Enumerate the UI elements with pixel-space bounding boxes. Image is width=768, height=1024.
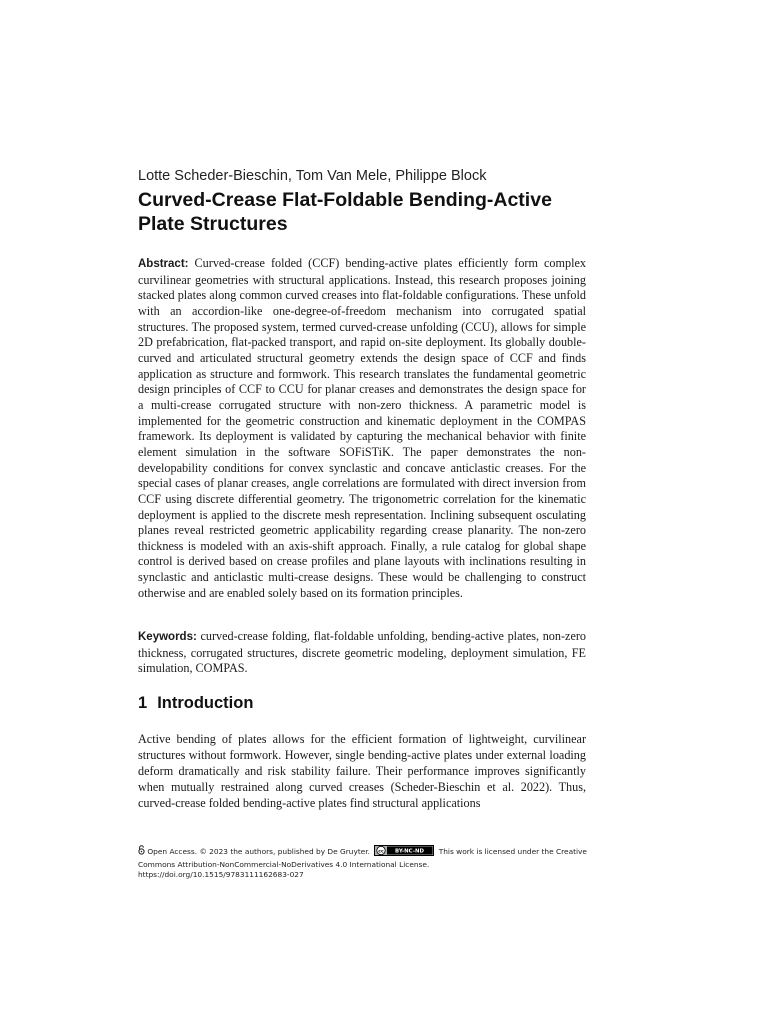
paper-title: Curved-Crease Flat-Foldable Bending-Active Plate Structures — [138, 189, 552, 235]
cc-badge-label: BY-NC-ND — [395, 848, 425, 855]
author-list: Lotte Scheder-Bieschin, Tom Van Mele, Philippe Block — [138, 168, 487, 184]
keywords-text: curved-crease folding, flat-foldable unfolding, bending-active plates, non-zero thickness, corrugated structures, discrete geometric modeling, deployment simulation, FE simulation, COMPAS. — [138, 629, 587, 676]
open-access-text: Open Access. © 2023 the authors, published by De Gruyter. — [147, 847, 371, 856]
svg-text:cc: cc — [378, 849, 385, 855]
section-heading — [138, 694, 586, 713]
open-access-icon — [138, 845, 145, 859]
abstract — [138, 256, 586, 601]
keywords — [138, 629, 586, 677]
cc-license-badge[interactable] — [374, 845, 434, 860]
section-title: Introduction — [157, 694, 254, 712]
footer — [138, 845, 590, 881]
license-text: This work is licensed under the Creative Commons Attribution-NonCommercial-NoDerivatives 4.0 International License. — [138, 847, 587, 869]
section-number: 1 — [138, 694, 148, 712]
abstract-text: Curved-crease folded (CCF) bending-active plates efficiently form complex curvilinear geometries with structural applications. Instead, this research proposes joining stacked plates along common curved creases into flat-foldable configurations. These unfold with an accordion-like one-degree-of-freedom mechanism into corrugated spatial structures. The proposed system, termed curved-crease unfolding (CCU), allows for simple 2D prefabrication, flat-packed transport, and rapid on-site deployment. Its globally double-curved and articulated structural geometry extends the design space of CCF and finds application as structure and formwork. This research translates the fundamental geometric design principles of CCF to CCU for planar creases and demonstrates the design space for a multi-crease corrugated structure with non-zero thickness. A parametric model is implemented for the geometric construction and kinematic deployment in the COMPAS framework. Its deployment is validated by capturing the mechanical behavior with finite element simulation in the software SOFiSTiK. The paper demonstrates the non-developability conditions for convex synclastic and concave anticlastic creases. For the special cases of planar creases, angle correlations are formulated with direct inversion from CCF using discrete differential geometry. The trigonometric correlation for the kinematic deployment is applied to the discrete mesh representation. Inclining subsequent osculating planes reveal restricted geometric applicability regarding crease planarity. The non-zero thickness is modeled with an axis-shift approach. Finally, a rule catalog for global shape control is derived based on crease profiles and plane layouts with inclinations resulting in synclastic and anticlastic multi-crease designs. These would be challenging to construct otherwise and are enabled solely based on its formation principles. — [138, 256, 586, 600]
introduction-body: Active bending of plates allows for the efficient formation of lightweight, curvilinear structures without formwork. However, single bending-active plates under external loading deform dramatically and risk stability failure. Their performance improves significantly when mutually restrained along curved creases (Scheder-Bieschin et al. 2022). Thus, curved-crease folded bending-active plates find structural applications — [138, 732, 586, 811]
keywords-label: Keywords: — [138, 631, 197, 643]
abstract-label: Abstract: — [138, 258, 189, 270]
doi-link[interactable]: https://doi.org/10.1515/9783111162683-027 — [138, 870, 304, 879]
